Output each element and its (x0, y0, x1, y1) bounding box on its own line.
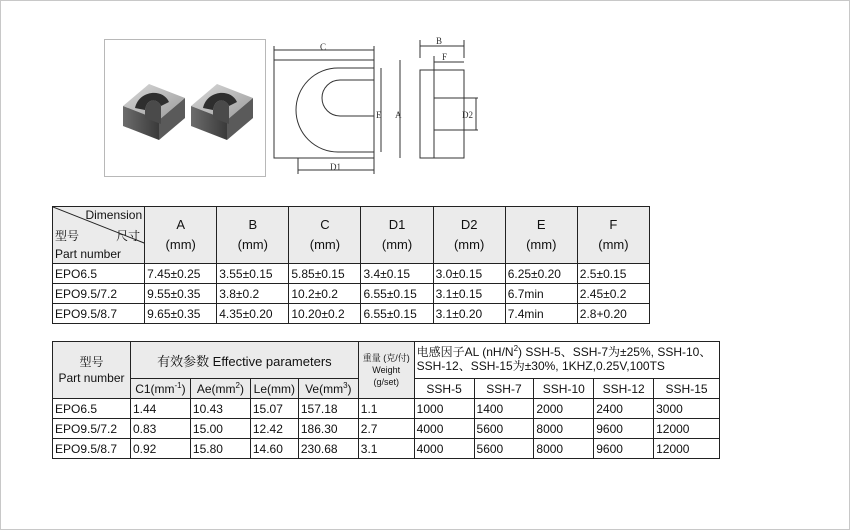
cell: EPO9.5/8.7 (53, 304, 145, 324)
table-row (53, 304, 650, 324)
dimension-table (52, 206, 650, 324)
cell: 3000 (654, 399, 720, 419)
cell: 8000 (534, 439, 594, 459)
cell: 157.18 (298, 399, 358, 419)
front-view-drawing (268, 38, 410, 178)
cell: EPO9.5/8.7 (53, 439, 131, 459)
cell: 2000 (534, 399, 594, 419)
dimension-header-row (53, 207, 650, 264)
cell: 8000 (534, 419, 594, 439)
label-e: E (376, 110, 382, 120)
cell: 9.65±0.35 (145, 304, 217, 324)
col-b-header: B (mm) (217, 207, 289, 264)
cell: EPO6.5 (53, 399, 131, 419)
ssh7-header: SSH-7 (474, 379, 534, 399)
table-row (53, 419, 720, 439)
dimension-corner-cell (53, 207, 145, 264)
cell: 2400 (594, 399, 654, 419)
col-d1-header: D1 (mm) (361, 207, 433, 264)
label-f: F (442, 52, 448, 62)
col-d2-header: D2 (mm) (433, 207, 505, 264)
ssh5-header: SSH-5 (414, 379, 474, 399)
cell: 4.35±0.20 (217, 304, 289, 324)
effective-header: 有效参数 Effective parameters (130, 342, 358, 379)
dimension-label: Dimension (85, 208, 143, 222)
cell: 2.5±0.15 (577, 264, 649, 284)
cell: 7.4min (505, 304, 577, 324)
cell: 1.1 (358, 399, 414, 419)
cell: 3.4±0.15 (361, 264, 433, 284)
cell: 3.1 (358, 439, 414, 459)
col-c-header: C (mm) (289, 207, 361, 264)
cell: 2.7 (358, 419, 414, 439)
model-header: 型号 Part number (53, 342, 131, 399)
cell: 9600 (594, 419, 654, 439)
cell: 6.7min (505, 284, 577, 304)
label-d1: D1 (330, 162, 341, 172)
ssh12-header: SSH-12 (594, 379, 654, 399)
cell: 9.55±0.35 (145, 284, 217, 304)
cell: 3.0±0.15 (433, 264, 505, 284)
label-b: B (436, 36, 443, 46)
cell: 9600 (594, 439, 654, 459)
size-cn-label: 尺寸 (116, 229, 141, 243)
cell: 6.55±0.15 (361, 304, 433, 324)
cell: 3.55±0.15 (217, 264, 289, 284)
cell: 3.8±0.2 (217, 284, 289, 304)
model-cn-label: 型号 (55, 229, 80, 243)
cell: 10.2±0.2 (289, 284, 361, 304)
table-row (53, 284, 650, 304)
cell: 2.45±0.2 (577, 284, 649, 304)
cell: 10.20±0.2 (289, 304, 361, 324)
cell: 3.1±0.15 (433, 284, 505, 304)
cell: 7.45±0.25 (145, 264, 217, 284)
cell: 0.83 (130, 419, 190, 439)
cell: 15.07 (250, 399, 298, 419)
cell: 186.30 (298, 419, 358, 439)
cell: 10.43 (190, 399, 250, 419)
cell: 15.80 (190, 439, 250, 459)
col-e-header: E (mm) (505, 207, 577, 264)
cell: 1.44 (130, 399, 190, 419)
core-right (191, 84, 253, 140)
cell: 2.8+0.20 (577, 304, 649, 324)
side-view-drawing (418, 36, 480, 160)
cell: 1400 (474, 399, 534, 419)
part-number-label: Part number (55, 247, 122, 261)
cell: 230.68 (298, 439, 358, 459)
ve-header: $Ve(mm^3)$ (298, 379, 358, 399)
core-left (123, 84, 185, 140)
param-header-row-1 (53, 342, 720, 379)
col-f-header: F (mm) (577, 207, 649, 264)
cell: EPO9.5/7.2 (53, 419, 131, 439)
cell: 6.25±0.20 (505, 264, 577, 284)
cell: 5600 (474, 439, 534, 459)
cell: 12000 (654, 419, 720, 439)
cell: 5.85±0.15 (289, 264, 361, 284)
cell: EPO9.5/7.2 (53, 284, 145, 304)
product-photo (104, 39, 266, 177)
cell: 3.1±0.20 (433, 304, 505, 324)
cell: 4000 (414, 439, 474, 459)
cell: 14.60 (250, 439, 298, 459)
cell: 12000 (654, 439, 720, 459)
le-header: Le(mm) (250, 379, 298, 399)
cell: EPO6.5 (53, 264, 145, 284)
table-row (53, 399, 720, 419)
label-d2: D2 (462, 110, 473, 120)
effective-parameters-table (52, 341, 720, 459)
weight-header: 重量 (克/付) Weight (g/set) (358, 342, 414, 399)
cell: 0.92 (130, 439, 190, 459)
ae-header: $Ae(mm^2)$ (190, 379, 250, 399)
cell: 4000 (414, 419, 474, 439)
label-c: C (320, 42, 327, 52)
col-a-header: A (mm) (145, 207, 217, 264)
cell: 5600 (474, 419, 534, 439)
cell: 12.42 (250, 419, 298, 439)
cell: 1000 (414, 399, 474, 419)
table-row (53, 439, 720, 459)
c1-header: $C1(mm^{-1})$ (130, 379, 190, 399)
ssh10-header: SSH-10 (534, 379, 594, 399)
cell: 15.00 (190, 419, 250, 439)
ssh15-header: SSH-15 (654, 379, 720, 399)
label-a: A (395, 110, 402, 120)
inductance-header: 电感因子AL $(nH/N^2)$ SSH-5、SSH-7为±25%, SSH-10、SSH-12、SSH-15为±30%, 1KHZ,0.25V,100TS (414, 342, 719, 379)
cell: 6.55±0.15 (361, 284, 433, 304)
table-row (53, 264, 650, 284)
